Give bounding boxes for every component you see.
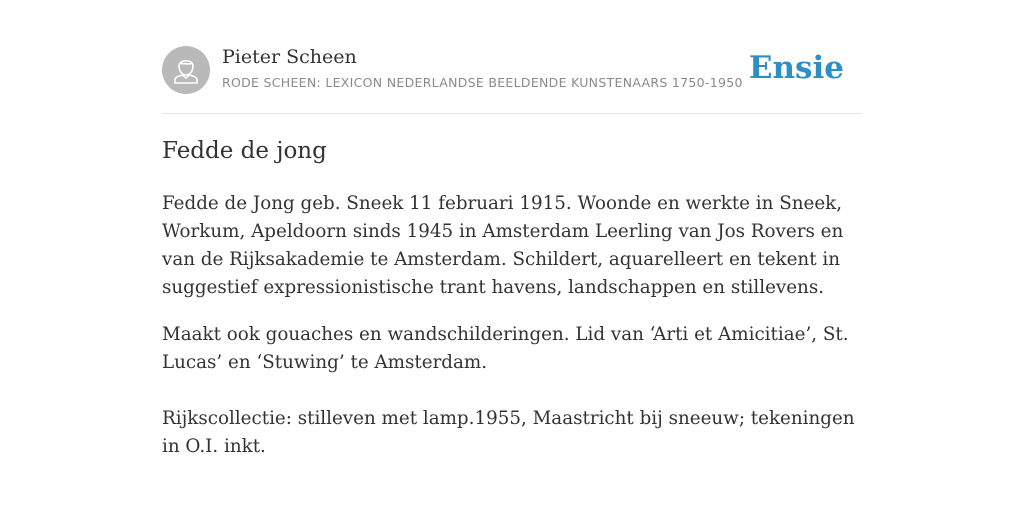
header-divider [162,113,862,114]
paragraph: Maakt ook gouaches en wandschilderingen. Lid van ‘Arti et Amicitiae’, St. Lucas’ en ‘Stuwing’ te Amsterdam. [162,324,849,373]
article-body [162,190,862,461]
avatar[interactable] [162,46,210,94]
page-title: Fedde de jong [162,138,327,164]
paragraph: Rijkscollectie: stilleven met lamp.1955, Maastricht bij sneeuw; tekeningen in O.I. inkt. [162,408,855,457]
author-name[interactable]: Pieter Scheen [222,46,357,68]
source-title[interactable]: RODE SCHEEN: LEXICON NEDERLANDSE BEELDENDE KUNSTENAARS 1750-1950 [222,75,743,90]
user-icon [162,46,210,94]
paragraph: Fedde de Jong geb. Sneek 11 februari 1915. Woonde en werkte in Sneek, Workum, Apeldoorn sinds 1945 in Amsterdam Leerling van Jos Rovers en van de Rijksakademie te Amsterdam. Schildert, aquarelleert en tekent in suggestief expressionistische trant havens, landschappen en stillevens. [162,193,844,298]
ensie-logo[interactable]: Ensie [748,50,844,86]
author-header [162,46,862,96]
